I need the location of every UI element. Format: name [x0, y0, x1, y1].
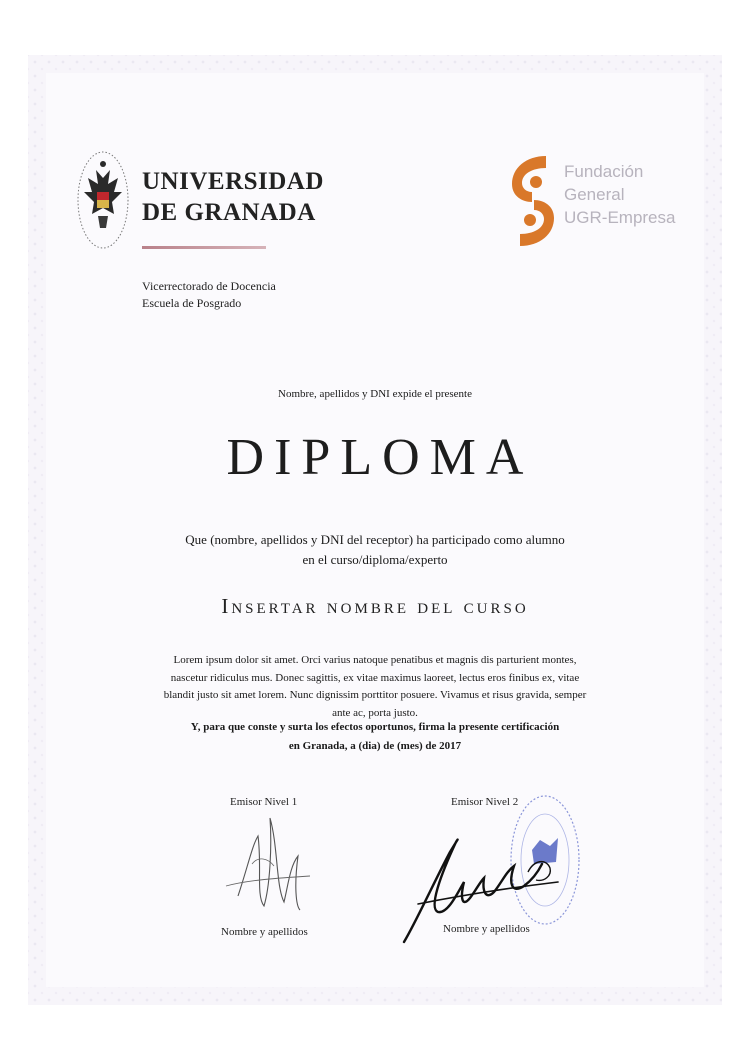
signature-1-icon: [218, 806, 318, 926]
department-block: [142, 278, 276, 312]
university-name-line2: DE GRANADA: [142, 199, 316, 226]
issuer1-title: Emisor Nivel 1: [230, 796, 298, 808]
closing-line2: en Granada, a (dia) de (mes) de 2017: [288, 740, 462, 752]
description-paragraph: Lorem ipsum dolor sit amet. Orci varius natoque penatibus et magnis dis parturient montes, nascetur ridiculus mus. Donec sagittis, ex vitae maximus laoreet, lectus eros finibus ex, vitae blandit justo sit amet lorem. Nunc dignissim porttitor posuere. Vivamus et risus gravida, semper ante ac, porta justo.: [163, 654, 587, 719]
department-line1: Vicerrectorado de Docencia: [142, 279, 276, 293]
recipient-line1: Que (nombre, apellidos y DNI del receptor) ha participado como alumno: [185, 532, 565, 547]
recipient-line2: en el curso/diploma/experto: [302, 552, 448, 567]
foundation-name-line2: General: [564, 185, 625, 204]
diploma-title: DIPLOMA: [226, 429, 534, 486]
issuer2-title: Emisor Nivel 2: [451, 796, 519, 808]
foundation-name: [564, 160, 675, 229]
recipient-text: [0, 530, 750, 570]
issuer2-name: Nombre y apellidos: [443, 923, 530, 935]
foundation-logo-icon: [506, 152, 560, 250]
foundation-name-line1: Fundación: [564, 162, 644, 181]
course-name: Insertar nombre del curso: [221, 594, 529, 618]
university-name: [142, 166, 324, 228]
university-underline: [142, 246, 266, 249]
closing-line1: Y, para que conste y surta los efectos oportunos, firma la presente certificación: [190, 721, 560, 733]
ugr-seal-icon: [76, 148, 130, 252]
university-name-line1: UNIVERSIDAD: [142, 168, 324, 195]
department-line2: Escuela de Posgrado: [142, 296, 242, 310]
issuer1-name: Nombre y apellidos: [221, 926, 308, 938]
foundation-name-line3: UGR-Empresa: [564, 208, 676, 227]
intro-text: Nombre, apellidos y DNI expide el presente: [278, 388, 472, 400]
closing-text: [150, 718, 600, 756]
